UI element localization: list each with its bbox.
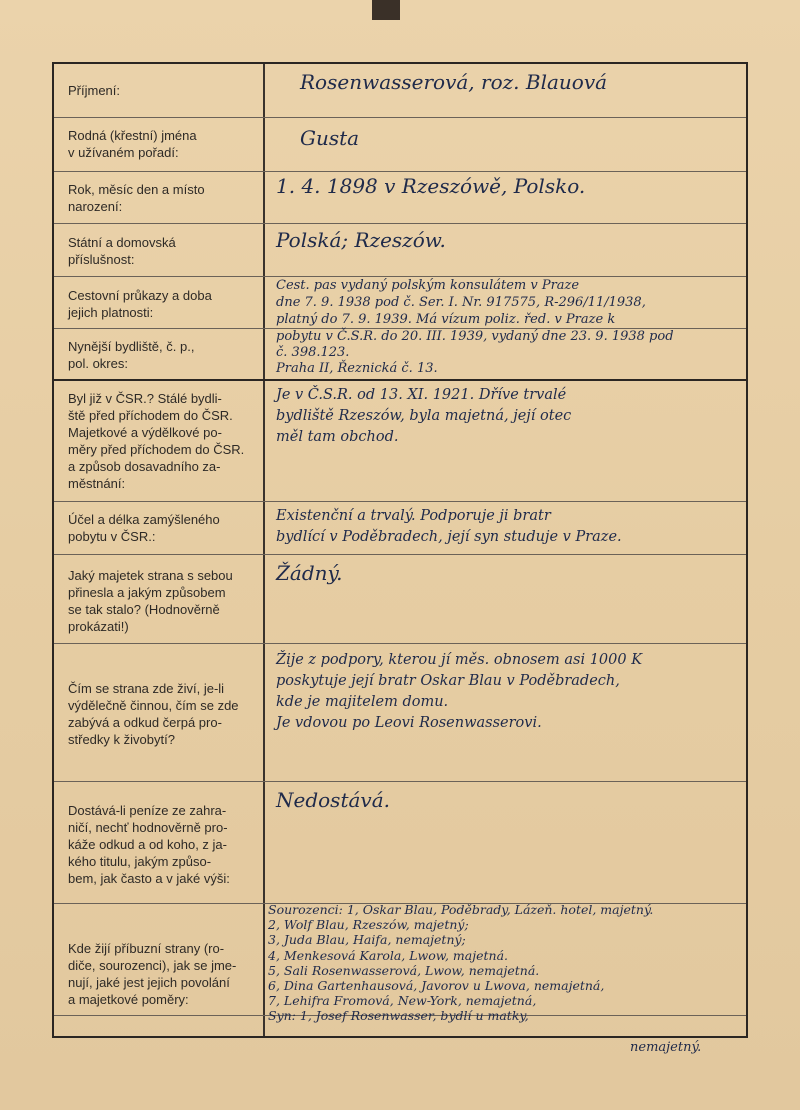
value-relatives: Sourozenci: 1, Oskar Blau, Poděbrady, Lázeň. hotel, majetný. 2, Wolf Blau, Rzeszów, majetný; 3, Juda Blau, Haifa, nemajetný; 4, Menkesová Karola, Lwow, majetná. 5, Sali Rosenwasserová, Lwow, nemajetná. 6, Dina Gartenhausová, Javorov u Lwova, nemajetná, 7, Lehifra Fromová, New-York, nemajetná, Syn: 1, Josef Rosenwasser, bydlí u matky, (268, 902, 654, 1024)
row-passports (54, 277, 746, 329)
row-given-names (54, 118, 746, 172)
value-livelihood: Žije z podpory, kterou jí měs. obnosem asi 1000 K poskytuje její bratr Oskar Blau v Poděbradech, kde je majitelem domu. Je vdovou po Leovi Rosenwasserovi. (276, 652, 643, 731)
value-residence: pobytu v Č.S.R. do 20. III. 1939, vydaný dne 23. 9. 1938 pod č. 398.123. Praha II, Řeznická č. 13. (276, 329, 674, 376)
row-previous-stay (54, 381, 746, 502)
label-birth: Rok, měsíc den a místo narození: (68, 182, 205, 214)
value-given-names: Gusta (300, 126, 360, 150)
binder-tab (372, 0, 400, 20)
row-citizenship (54, 224, 746, 277)
value-foreign-money: Nedostává. (276, 788, 390, 812)
label-relatives: Kde žijí příbuzní strany (ro- diče, sourozenci), jak se jme- nují, jaké jest jejich povolání a majetkové poměry: (68, 941, 237, 1007)
row-surname (54, 64, 746, 118)
row-livelihood (54, 644, 746, 782)
label-property: Jaký majetek strana s sebou přinesla a jakým způsobem se tak stalo? (Hodnověrně prokázati!) (68, 568, 233, 634)
label-previous-stay: Byl již v ČSR.? Stálé bydli- ště před příchodem do ČSR. Majetkové a výdělkové po- měry před příchodem do ČSR. a způsob dosavadního za- městnání: (68, 391, 245, 491)
row-property (54, 555, 746, 644)
value-purpose: Existenční a trvalý. Podporuje ji bratr bydlící v Poděbradech, její syn studuje v Praze. (276, 508, 622, 545)
row-relatives (54, 902, 746, 1024)
row-empty (54, 1016, 746, 1036)
value-property: Žádný. (276, 561, 343, 585)
label-residence: Nynější bydliště, č. p., pol. okres: (68, 339, 195, 371)
label-livelihood: Čím se strana zde živí, je-li výdělečně činnou, čím se zde zabývá a odkud čerpá pro- středky k živobytí? (68, 681, 239, 747)
label-surname: Příjmení: (68, 83, 121, 98)
value-surname: Rosenwasserová, roz. Blauová (300, 70, 608, 94)
row-residence (54, 329, 746, 381)
label-passports: Cestovní průkazy a doba jejich platnosti: (68, 288, 212, 320)
value-citizenship: Polská; Rzeszów. (276, 228, 446, 252)
row-birth (54, 172, 746, 224)
value-passports: Cest. pas vydaný polským konsulátem v Praze dne 7. 9. 1938 pod č. Ser. I. Nr. 917575, R-296/11/1938, platný do 7. 9. 1939. Má vízum poliz. řed. v Praze k (276, 278, 646, 327)
row-foreign-money (54, 782, 746, 904)
label-purpose: Účel a délka zamýšleného pobytu v ČSR.: (68, 512, 220, 544)
label-foreign-money: Dostává-li peníze ze zahra- ničí, nechť hodnověrně pro- káže odkud a od koho, z ja- kého titulu, jakým způso- bem, jak často a v jaké výši: (68, 803, 230, 886)
row-purpose (54, 502, 746, 555)
label-citizenship: Státní a domovská příslušnost: (68, 235, 176, 267)
label-given-names: Rodná (křestní) jména v užívaném pořadí: (68, 128, 197, 160)
overflow-note: nemajetný. (630, 1040, 702, 1055)
form-table (52, 62, 748, 1038)
value-birth: 1. 4. 1898 v Rzeszówě, Polsko. (276, 174, 586, 198)
value-previous-stay: Je v Č.S.R. od 13. XI. 1921. Dříve trvalé bydliště Rzeszów, byla majetná, její otec měl tam obchod. (276, 387, 572, 445)
